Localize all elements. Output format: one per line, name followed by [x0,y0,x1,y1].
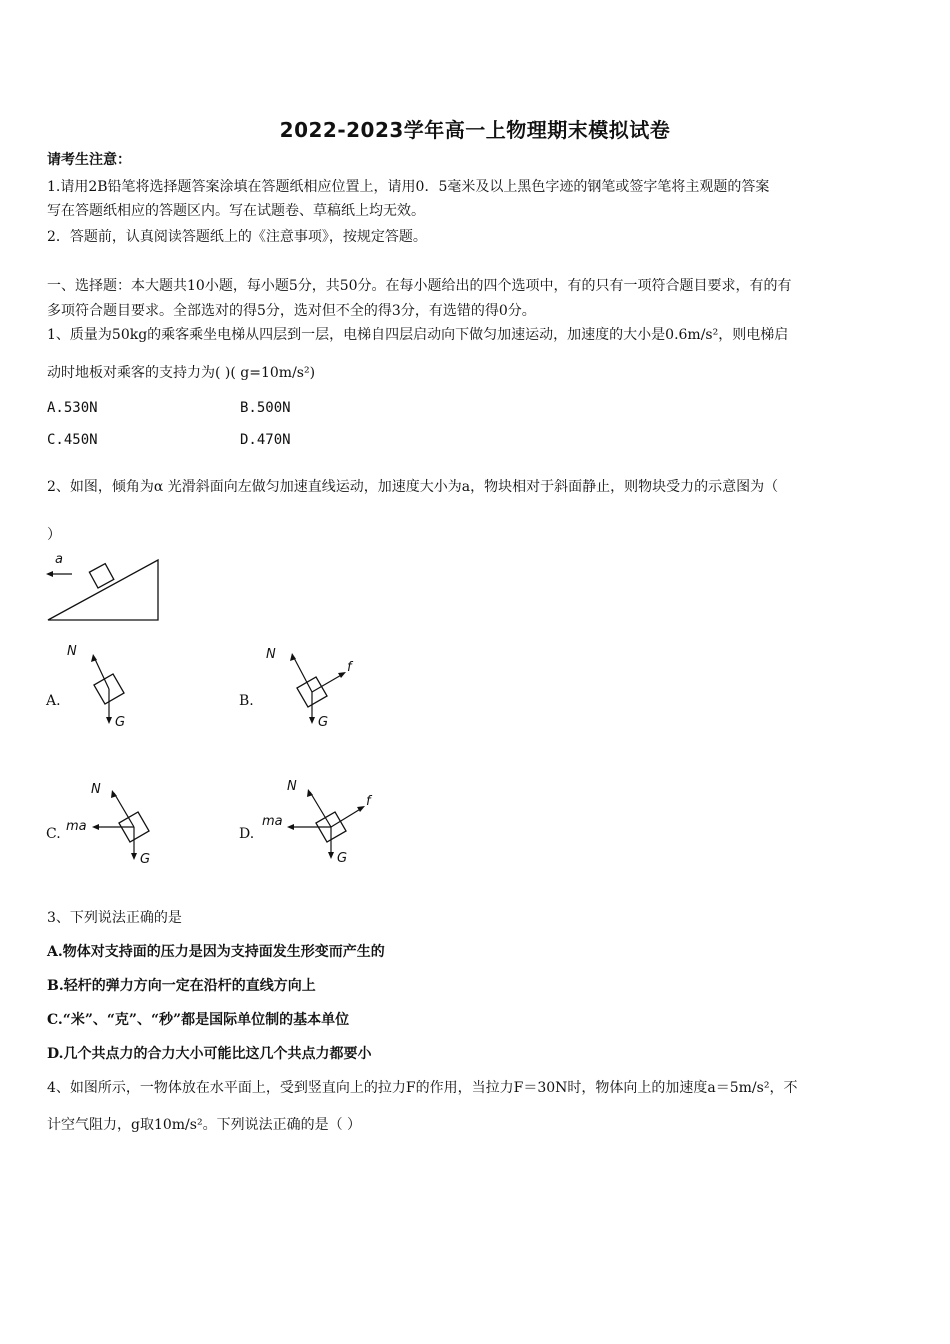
force-label-ma: ma [66,819,87,834]
q1-option-b: B.500N [240,400,291,416]
block [89,564,113,588]
section-intro-line-2: 多项符合题目要求。全部选对的得5分，选对但不全的得3分，有选错的得0分。 [47,303,536,319]
q3-stem: 3、下列说法正确的是 [47,910,182,926]
force-label-ma: ma [262,814,283,829]
force-label-f: f [366,794,371,809]
q1-option-c: C.450N [47,432,98,448]
force-label-N: N [266,647,276,662]
notice-item-1-line-1: 1.请用2B铅笔将选择题答案涂填在答题纸相应位置上，请用0．5毫米及以上黑色字迹的钢笔或签字笔将主观题的答案 [47,179,770,195]
q1-stem-line-1: 1、质量为50kg的乘客乘坐电梯从四层到一层，电梯自四层启动向下做匀加速运动，加速度的大小是0.6m/s²，则电梯启 [47,327,789,343]
q2-option-a-diagram [60,640,150,735]
force-label-N: N [91,782,101,797]
section-intro-line-1: 一、选择题：本大题共10小题，每小题5分，共50分。在每小题给出的四个选项中，有的只有一项符合题目要求，有的有 [47,278,792,294]
q2-option-c-diagram [62,778,172,873]
q3-option-c [47,1010,907,1030]
q1-stem-line-2: 动时地板对乘客的支持力为( )( g=10m/s²) [47,365,316,381]
notice-heading: 请考生注意： [47,152,131,168]
page-title: 2022-2023学年高一上物理期末模拟试卷 [279,118,671,142]
q3-option-b [47,976,907,996]
q3-option-d-text: D.几个共点力的合力大小可能比这几个共点力都要小 [47,1046,372,1062]
notice-item-2: 2．答题前，认真阅读答题纸上的《注意事项》，按规定答题。 [47,229,427,245]
q2-option-c-label: C. [46,826,61,842]
q3-option-a [47,942,907,962]
q2-stem-line-2: ） [47,527,61,543]
q4-stem-line-2: 计空气阻力，g取10m/s²。下列说法正确的是（ ） [47,1117,362,1133]
q2-option-b-label: B. [239,693,254,709]
q2-option-d-diagram [258,775,383,870]
force-label-G: G [318,715,329,730]
q2-option-a-label: A. [46,693,61,709]
q3-option-d [47,1044,907,1064]
force-label-N: N [67,644,77,659]
q1-option-d: D.470N [240,432,291,448]
force-label-G: G [337,851,348,866]
force-label-N: N [287,779,297,794]
force-label-G: G [115,715,126,730]
q3-option-b-text: B.轻杆的弹力方向一定在沿杆的直线方向上 [47,978,316,994]
notice-item-1-line-2: 写在答题纸相应的答题区内。写在试题卷、草稿纸上均无效。 [47,203,425,219]
force-label-f: f [347,660,352,675]
incline-figure [40,550,170,625]
force-label-G: G [140,852,151,867]
q2-option-d-label: D. [239,826,255,842]
q2-option-b-diagram [258,640,368,735]
q3-option-c-text: C.“米”、“克”、“秒”都是国际单位制的基本单位 [47,1012,350,1028]
q3-option-a-text: A.物体对支持面的压力是因为支持面发生形变而产生的 [47,944,385,960]
q1-option-a: A.530N [47,400,98,416]
q4-stem-line-1: 4、如图所示，一物体放在水平面上，受到竖直向上的拉力F的作用，当拉力F＝30N时，物体向上的加速度a＝5m/s²，不 [47,1080,798,1096]
acceleration-label: a [55,552,63,567]
q2-stem-line-1: 2、如图，倾角为α 光滑斜面向左做匀加速直线运动，加速度大小为a，物块相对于斜面静止，则物块受力的示意图为（ [47,479,779,495]
